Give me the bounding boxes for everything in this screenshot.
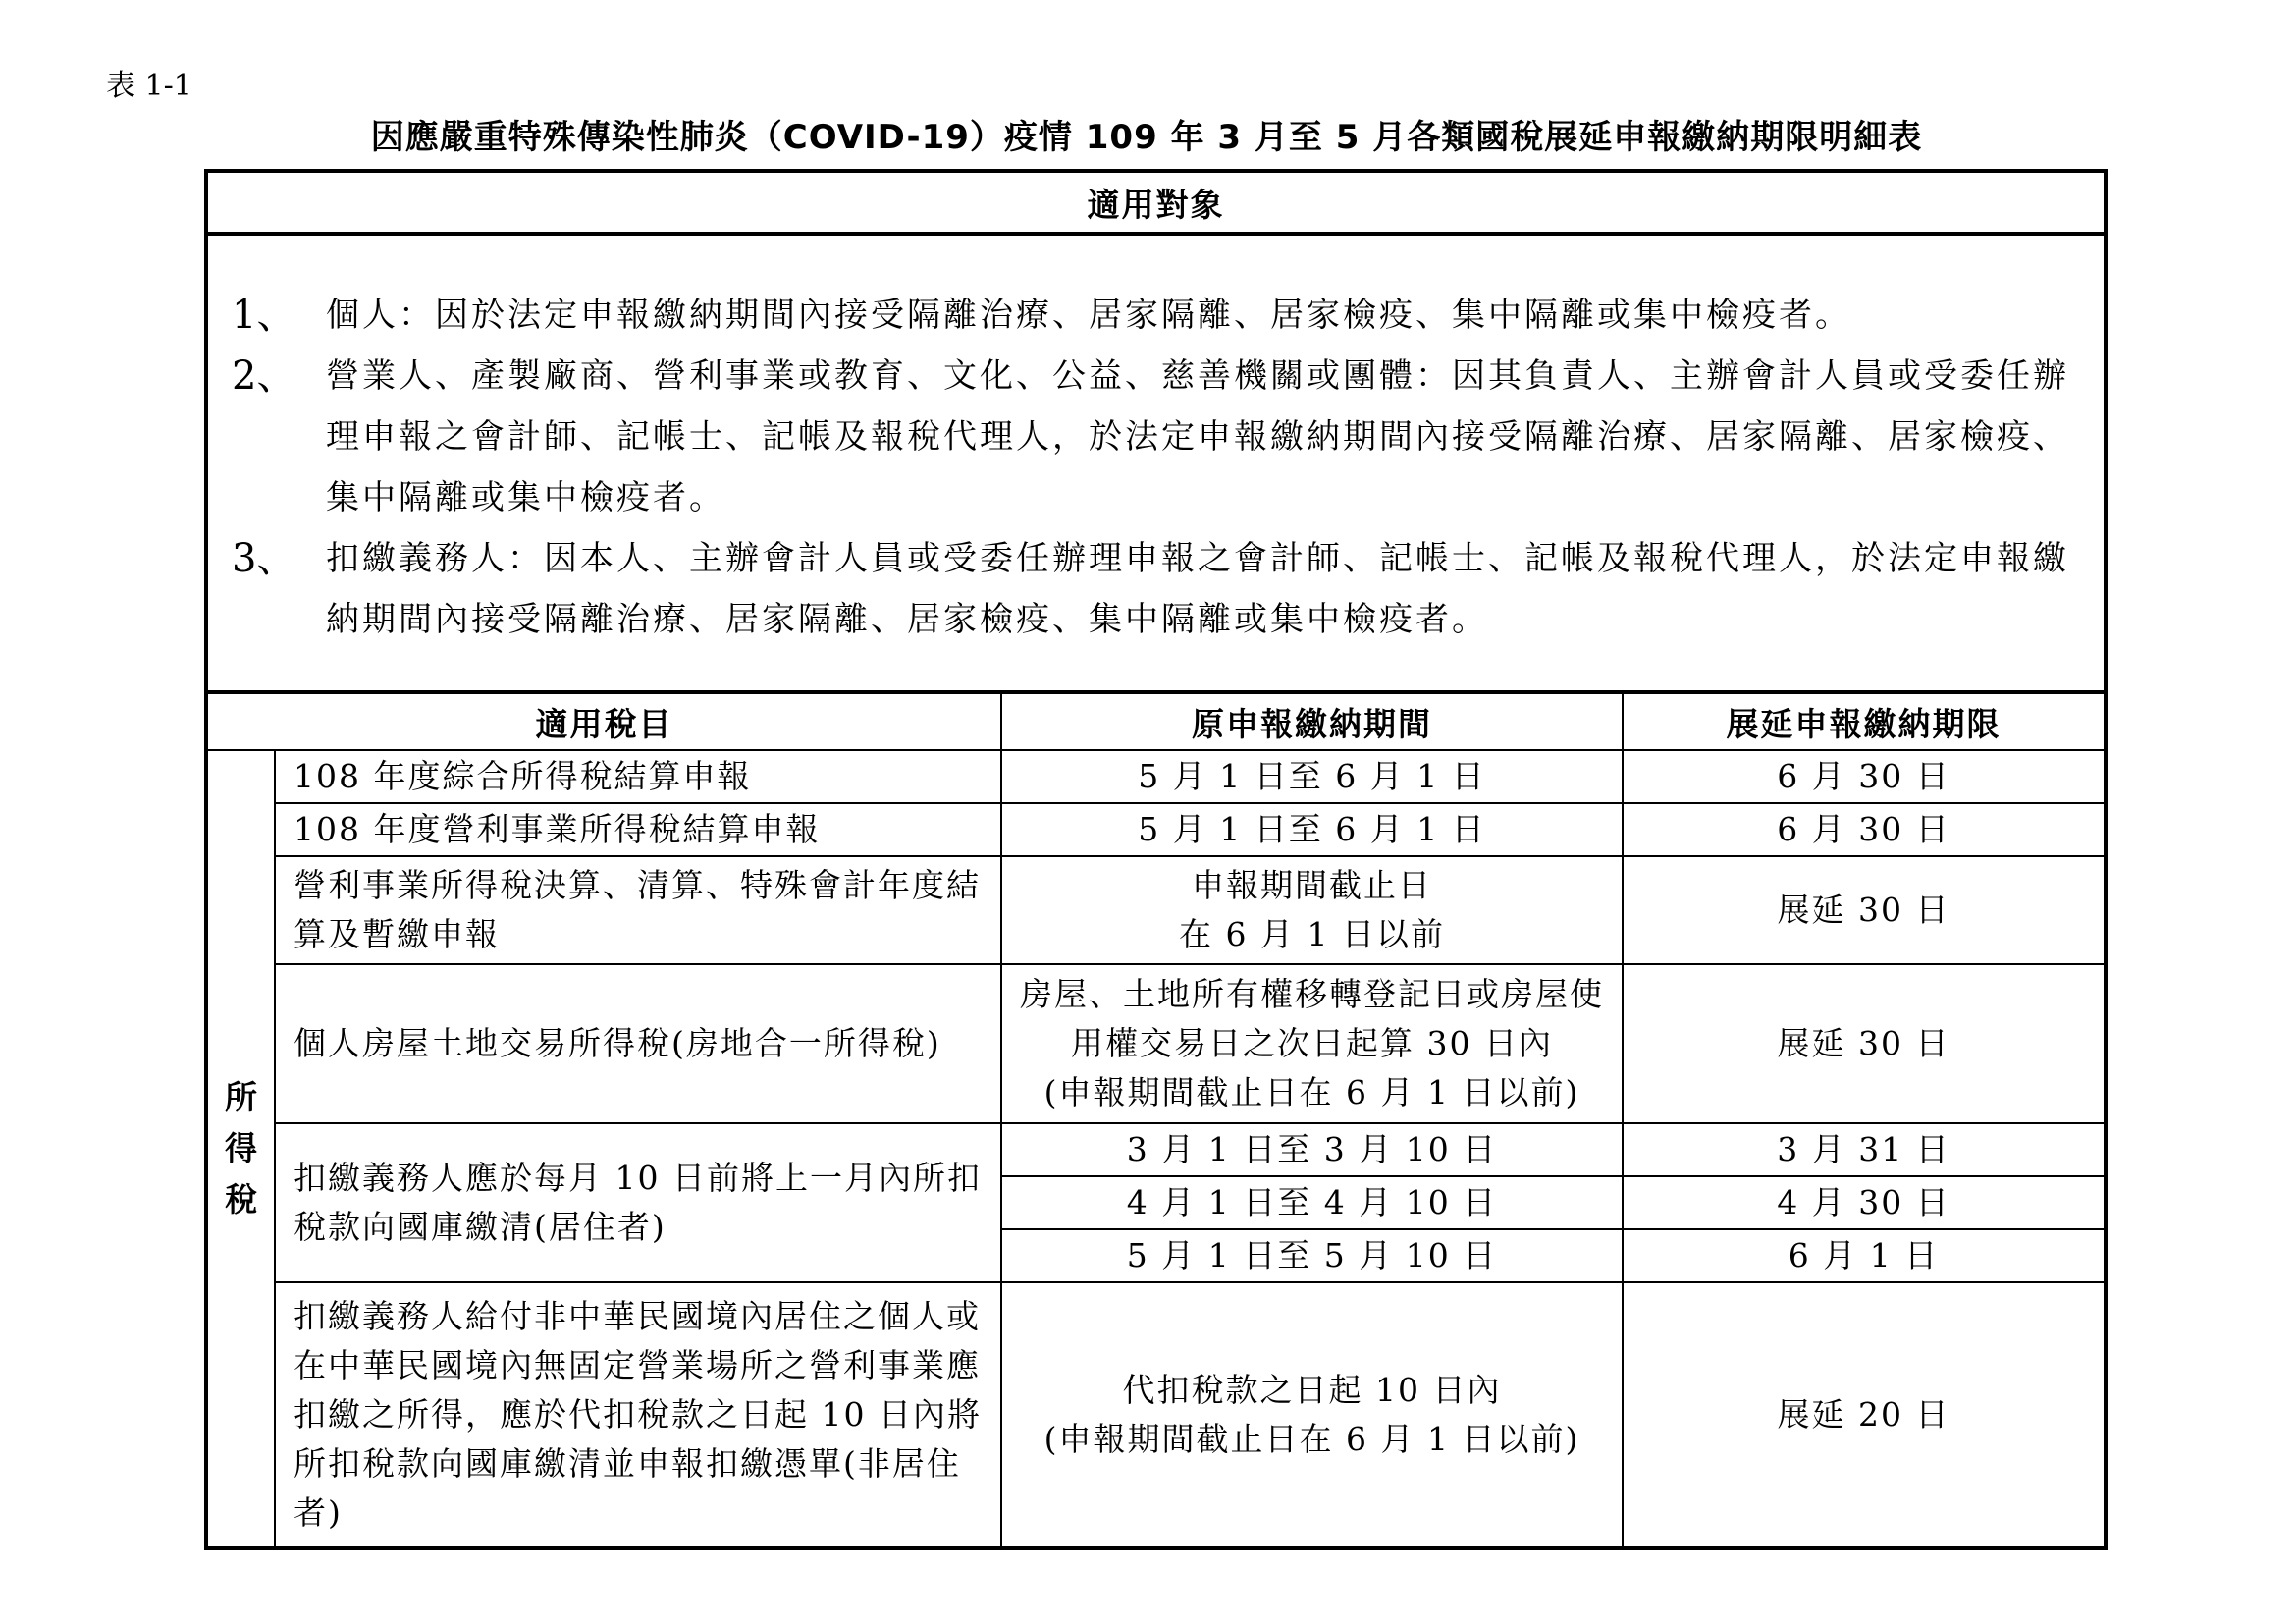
item-text: 營業人、產製廠商、營利事業或教育、文化、公益、慈善機關或團體：因其負責人、主辦會計人員或受委任辦理申報之會計師、記帳士、記帳及報稅代理人，於法定申報繳納期間內接受隔離治療、居家隔離、居家檢疫、集中隔離或集中檢疫者。 (326, 356, 2069, 517)
extended-deadline-cell: 3 月 31 日 (1623, 1123, 2106, 1176)
extended-deadline-cell: 展延 30 日 (1623, 856, 2106, 964)
original-period-cell: 5 月 1 日至 6 月 1 日 (1001, 803, 1623, 856)
extended-deadline-cell: 展延 30 日 (1623, 964, 2106, 1123)
applicable-item (232, 346, 2084, 528)
original-period-cell: 房屋、土地所有權移轉登記日或房屋使用權交易日之次日起算 30 日內 (申報期間截止日在 6 月 1 日以前) (1001, 964, 1623, 1123)
applicable-list (208, 236, 2104, 650)
category-char: 得 (225, 1129, 257, 1167)
item-number: 1、 (232, 293, 296, 338)
item-text: 扣繳義務人：因本人、主辦會計人員或受委任辦理申報之會計師、記帳士、記帳及報稅代理人，於法定申報繳納期間內接受隔離治療、居家隔離、居家檢疫、集中隔離或集中檢疫者。 (326, 539, 2069, 639)
original-period-cell: 4 月 1 日至 4 月 10 日 (1001, 1176, 1623, 1229)
original-period-cell: 代扣稅款之日起 10 日內 (申報期間截止日在 6 月 1 日以前) (1001, 1282, 1623, 1548)
category-char: 所 (225, 1078, 257, 1116)
extended-deadline-cell: 6 月 30 日 (1623, 803, 2106, 856)
tax-item-cell: 個人房屋土地交易所得稅(房地合一所得稅) (275, 964, 1001, 1123)
extended-deadline-cell: 6 月 30 日 (1623, 750, 2106, 803)
applicable-body (206, 234, 2106, 692)
applicable-header: 適用對象 (206, 171, 2106, 234)
extended-deadline-cell: 展延 20 日 (1623, 1282, 2106, 1548)
tax-item-cell: 扣繳義務人應於每月 10 日前將上一月內所扣稅款向國庫繳清(居住者) (275, 1123, 1001, 1282)
column-header-extended-deadline: 展延申報繳納期限 (1623, 692, 2106, 750)
applicable-item (232, 285, 2084, 346)
column-header-original-period: 原申報繳納期間 (1001, 692, 1623, 750)
tax-category (206, 750, 275, 1548)
original-period-cell: 5 月 1 日至 5 月 10 日 (1001, 1229, 1623, 1282)
page-label: 表 1-1 (106, 69, 192, 103)
tax-item-cell: 扣繳義務人給付非中華民國境內居住之個人或在中華民國境內無固定營業場所之營利事業應扣繳之所得，應於代扣稅款之日起 10 日內將所扣稅款向國庫繳清並申報扣繳憑單(非居住者) (275, 1282, 1001, 1548)
extended-deadline-cell: 4 月 30 日 (1623, 1176, 2106, 1229)
category-char: 稅 (225, 1180, 257, 1218)
tax-item-cell: 108 年度營利事業所得稅結算申報 (275, 803, 1001, 856)
item-number: 2、 (232, 353, 296, 399)
page-title: 因應嚴重特殊傳染性肺炎（COVID-19）疫情 109 年 3 月至 5 月各類國稅展延申報繳納期限明細表 (370, 118, 1923, 157)
extended-deadline-cell: 6 月 1 日 (1623, 1229, 2106, 1282)
applicable-item (232, 528, 2084, 650)
tax-item-cell: 營利事業所得稅決算、清算、特殊會計年度結算及暫繳申報 (275, 856, 1001, 964)
deadline-table (204, 169, 2108, 1550)
original-period-cell: 3 月 1 日至 3 月 10 日 (1001, 1123, 1623, 1176)
tax-item-cell: 108 年度綜合所得稅結算申報 (275, 750, 1001, 803)
item-text: 個人：因於法定申報繳納期間內接受隔離治療、居家隔離、居家檢疫、集中隔離或集中檢疫者。 (326, 296, 1851, 335)
column-header-tax-item: 適用稅目 (206, 692, 1001, 750)
original-period-cell: 5 月 1 日至 6 月 1 日 (1001, 750, 1623, 803)
item-number: 3、 (232, 536, 296, 581)
original-period-cell: 申報期間截止日 在 6 月 1 日以前 (1001, 856, 1623, 964)
